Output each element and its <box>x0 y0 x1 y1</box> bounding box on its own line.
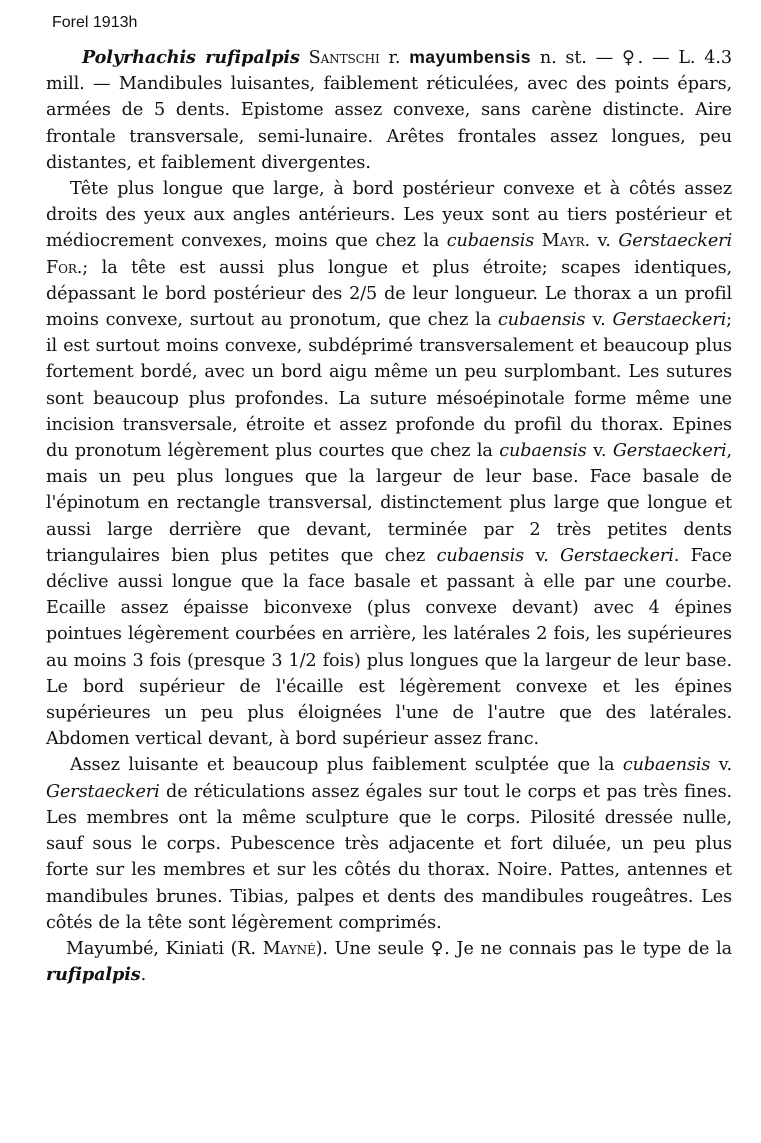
taxon-ref: Gerstaeckeri <box>612 441 727 462</box>
author-ref: For <box>46 257 77 278</box>
author-ref: Mayr <box>541 231 585 252</box>
text-run: v. <box>535 545 549 566</box>
taxon-ref: cubaensis <box>622 755 711 776</box>
text-run: de réticulations assez égales sur tout le corps et pas très fines. Les membres ont la même sculpture que le corps. Pilosité dressée nulle, sauf sous le corps. Pubescence très adjacente et fort diluée, un peu plus forte sur les membres et sur les côtés du thorax. Noire. Pattes, antennes et mandibules brunes. Tibias, palpes et dents des mandibules rougeâtres. Les côtés de la tête sont légèrement comprimés. <box>46 781 732 933</box>
subspecies-name: mayumbensis <box>409 47 531 67</box>
paragraph-locality <box>46 936 732 988</box>
taxon-ref: Gerstaeckeri <box>560 545 674 566</box>
taxon-ref: Gerstaeckeri <box>612 310 727 331</box>
text-run: v. <box>718 755 732 776</box>
source-label: Forel 1913h <box>52 14 138 31</box>
text-run: Assez luisante et beaucoup plus faiblement sculptée que la <box>70 755 615 776</box>
diagnosis-text: — L. 4.3 mill. — Mandibules luisantes, faiblement réticulées, avec des points épars, armées de 5 dents. Epistome assez convexe, sans carène distincte. Aire frontale transversale, semi-lunaire. Arêtes frontales assez longues, peu distantes, et faiblement divergentes. <box>46 48 732 173</box>
text-run: , mais un peu plus longues que la largeur de leur base. Face basale de l'épinotum en rectangle transversal, distinctement plus large que longue et aussi large derrière que devant, terminée par 2 très petites dents triangulaires bien plus petites que chez <box>46 441 732 566</box>
paragraph-sculpture <box>46 752 732 935</box>
text-run: . <box>140 965 147 986</box>
species-author: Santschi <box>308 48 380 68</box>
paragraph-morphology: Tête plus longue que large, à bord postérieur convexe et à côtés assez droits des yeux aux angles antérieurs. Les yeux sont au tiers postérieur et médiocrement convexes, moins que chez la cubaensis Mayr. v. Gerstaeckeri For.; la tête est aussi plus longue et plus étroite; scapes identiques, dépassant le bord postérieur des 2/5 de leur longueur. Le thorax a un profil moins convexe, surtout au pronotum, que chez la cubaensis v. Gerstaeckeri; il est surtout moins convexe, subdéprimé transversalement et beaucoup plus fortement bordé, avec un bord aigu même un peu surplombant. Les sutures sont beaucoup plus profondes. La suture mésoépinotale forme même une incision transversale, étroite et assez profonde du profil du thorax. Epines du pronotum légèrement plus courtes que chez la cubaensis v. Gerstaeckeri, mais un peu plus longues que la largeur de leur base. Face basale de l'épinotum en rectangle transversal, distinctement plus large que longue et aussi large derrière que devant, terminée par 2 très petites dents triangulaires bien plus petites que chez cubaensis v. Gerstaeckeri. Face déclive aussi longue que la face basale et passant à elle par une courbe. Ecaille assez épaisse biconvexe (plus convexe devant) avec 4 épines pointues légèrement courbées en arrière, les latérales 2 fois, les supérieures au moins 3 fois (presque 3 1/2 fois) plus longues que la largeur de leur base. Le bord supérieur de l'écaille est légèrement convexe et les épines supérieures un peu plus éloignées l'une de l'autre que des latérales. Abdomen vertical devant, à bord supérieur assez franc. <box>46 179 732 750</box>
taxon-ref: cubaensis <box>446 231 535 252</box>
text-run: Tête plus longue que large, à bord postérieur convexe et à côtés assez droits des yeux aux angles antérieurs. Les yeux sont au tiers postérieur et médiocrement convexes, moins que chez la <box>46 179 732 252</box>
text-run: ). Une seule ♀. Je ne connais pas le type de la <box>315 938 732 959</box>
taxon-ref: cubaensis <box>499 441 587 462</box>
text-run: v. <box>593 441 607 462</box>
text-run: Mayumbé, Kiniati (R. <box>66 938 257 959</box>
species-name: Polyrhachis rufipalpis <box>82 47 300 68</box>
text-run: . v. <box>584 231 611 252</box>
taxon-ref: cubaensis <box>436 545 525 566</box>
text-run: . Face déclive aussi longue que la face basale et passant à elle par une courbe. Ecaille assez épaisse biconvexe (plus convexe devant) avec 4 épines pointues légèrement courbées en arrière, les latérales 2 fois, les supérieures au moins 3 fois (presque 3 1/2 fois) plus longues que la largeur de leur base. Le bord supérieur de l'écaille est légèrement convexe et les épines supérieures un peu plus éloignées l'une de l'autre que des latérales. Abdomen vertical devant, à bord supérieur assez franc. <box>46 545 732 750</box>
text-run: ; il est surtout moins convexe, subdéprimé transversalement et beaucoup plus fortement bordé, avec un bord aigu même un peu surplombant. Les sutures sont beaucoup plus profondes. La suture mésoépinotale forme même une incision transversale, étroite et assez profonde du profil du thorax. Epines du pronotum légèrement plus courtes que chez la <box>46 310 732 462</box>
taxon-ref: cubaensis <box>498 310 586 331</box>
collector-name: Mayné <box>262 938 316 959</box>
rank-abbrev: r. <box>388 48 401 68</box>
paragraph-diagnosis <box>46 44 732 176</box>
text-run: v. <box>592 310 606 331</box>
taxon-ref: Gerstaeckeri <box>618 231 732 252</box>
species-description <box>46 44 732 988</box>
text-run: ; la tête est aussi plus longue et plus étroite; scapes identiques, dépassant le bord postérieur des 2/5 de leur longueur. Le thorax a un profil moins convexe, surtout au pronotum, que chez la <box>46 257 732 331</box>
taxon-ref: rufipalpis <box>46 964 141 986</box>
taxon-status: n. st. — ♀. <box>539 48 644 68</box>
taxon-ref: Gerstaeckeri <box>46 781 160 802</box>
